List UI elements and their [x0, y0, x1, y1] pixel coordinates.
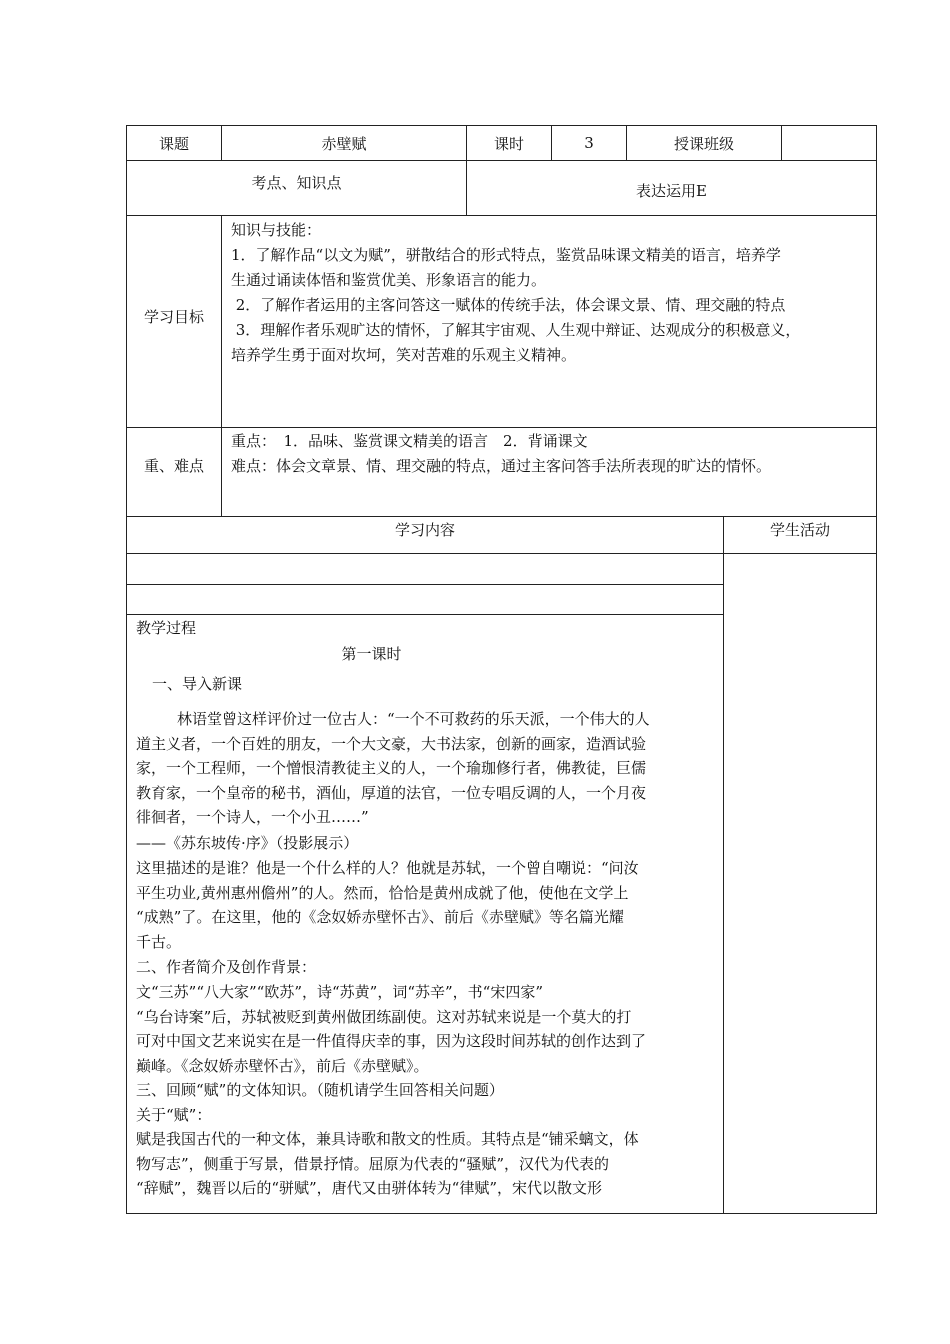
objectives-line: 2．了解作者运用的主客问答这一赋体的传统手法，体会课文景、情、理交融的特点 [231, 296, 786, 314]
paragraph-line: 巅峰。《念奴娇赤壁怀古》，前后《赤壁赋》。 [136, 1056, 429, 1075]
objectives-line: 知识与技能： [231, 221, 322, 239]
hours-label [467, 126, 551, 160]
row-divider [126, 516, 877, 517]
col-divider [221, 215, 222, 517]
section-heading [136, 955, 716, 980]
hours-value-text: 3 [584, 134, 594, 152]
learning-content-header-text: 学习内容 [394, 521, 455, 539]
objectives-label [127, 216, 221, 416]
row-divider [126, 614, 724, 615]
paragraph-line: “辞赋”，魏晋以后的“骈赋”，唐代又由骈体转为“律赋”，宋代以散文形 [136, 1179, 603, 1197]
paragraph-line: 徘徊者，一个诗人，一个小丑……” [136, 808, 369, 826]
paragraph-line: 家，一个工程师，一个憎恨清教徒主义的人，一个瑜珈修行者，佛教徒，巨儒 [136, 759, 647, 777]
paragraph-line: “乌台诗案”后，苏轼被贬到黄州做团练副使。这对苏轼来说是一个莫大的打 [136, 1007, 632, 1026]
paragraph-line: 物写志”，侧重于写景，借景抒情。屈原为代表的“骚赋”，汉代为代表的 [136, 1154, 610, 1173]
lesson-title-text: 第一课时 [341, 645, 402, 663]
about-fu-heading [136, 1103, 716, 1128]
objectives-line: 培养学生勇于面对坎坷，笑对苦难的乐观主义精神。 [231, 346, 577, 364]
row-divider [126, 215, 877, 216]
paragraph-line: ——《苏东坡传·序》（投影展示） [136, 834, 359, 852]
hours-label-text: 课时 [493, 134, 524, 153]
paragraph-line: 平生功业,黄州惠州儋州”的人。然而，恰恰是黄州成就了他，使他在文学上 [136, 883, 629, 902]
table-border-bottom [126, 1213, 877, 1214]
student-activity-header [724, 519, 876, 540]
paragraph-line: 关于“赋”： [136, 1106, 212, 1124]
objectives-label-text: 学习目标 [143, 307, 204, 326]
section-heading [136, 1078, 716, 1103]
student-activity-header-text: 学生活动 [769, 521, 830, 539]
col-divider [723, 516, 724, 1214]
key-points-content [231, 429, 871, 479]
class-value [782, 126, 876, 160]
intro-paragraph [136, 856, 716, 954]
class-label [627, 126, 781, 160]
hours-value [552, 126, 626, 160]
section-heading [152, 673, 242, 694]
paragraph-line: 赋是我国古代的一种文体，兼具诗歌和散文的性质。其特点是“铺采螭文，体 [136, 1130, 639, 1148]
paragraph-line: “成熟”了。在这里，他的《念奴娇赤壁怀古》、前后《赤壁赋》等名篇光耀 [136, 908, 624, 926]
objectives-line: 1．了解作品“以文为赋”，骈散结合的形式特点，鉴赏品味课文精美的语言，培养学 [231, 246, 781, 264]
section-heading-text: 三、回顾“赋”的文体知识。（随机请学生回答相关问题） [136, 1081, 504, 1099]
row-divider [126, 160, 877, 161]
process-title [136, 617, 196, 638]
objectives-line: 3．理解作者乐观旷达的情怀，了解其宇宙观、人生观中辩证、达观成分的积极意义， [231, 321, 801, 339]
paragraph-line: 教育家，一个皇帝的秘书，酒仙，厚道的法官，一位专唱反调的人，一个月夜 [136, 783, 647, 802]
row-divider [126, 584, 724, 585]
fu-paragraph [136, 1127, 716, 1201]
row-divider [126, 553, 877, 554]
paragraph-line: 千古。 [136, 932, 182, 951]
exam-points-value-text: 表达运用E [636, 182, 707, 200]
learning-content-header [127, 519, 723, 540]
objectives-line: 生通过诵读体悟和鉴赏优美、形象语言的能力。 [231, 271, 547, 289]
lesson-title [127, 643, 616, 664]
exam-points-label [127, 172, 466, 196]
paragraph-line: 文“三苏”“八大家”“欧苏”，诗“苏黄”，词“苏辛”，书“宋四家” [136, 983, 544, 1001]
row-divider [126, 427, 877, 428]
objectives-content [231, 218, 871, 368]
key-points-label [127, 428, 221, 503]
topic-label [127, 126, 221, 160]
exam-points-label-text: 考点、知识点 [251, 174, 342, 192]
topic-value-text: 赤壁赋 [321, 134, 367, 153]
topic-label-text: 课题 [158, 134, 189, 153]
background-paragraph [136, 980, 716, 1078]
paragraph-line: 这里描述的是谁？他是一个什么样的人？他就是苏轼，一个曾自嘲说：“问汝 [136, 859, 639, 877]
section-heading-text: 一、导入新课 [152, 675, 243, 693]
exam-points-value [467, 180, 876, 204]
key-points-label-text: 重、难点 [143, 457, 204, 475]
section-heading-text: 二、作者简介及创作背景： [136, 958, 317, 976]
paragraph-line: 林语堂曾这样评价过一位古人：“一个不可救药的乐天派，一个伟大的人 [177, 710, 650, 728]
paragraph-line: 可对中国文艺来说实在是一件值得庆幸的事，因为这段时间苏轼的创作达到了 [136, 1032, 647, 1050]
process-title-text: 教学过程 [136, 619, 197, 637]
quote-paragraph [136, 707, 716, 830]
key-points-line: 难点：体会文章景、情、理交融的特点，通过主客问答手法所表现的旷达的情怀。 [231, 457, 772, 475]
paragraph-line: 道主义者，一个百姓的朋友，一个大文豪，大书法家，创新的画家，造酒试验 [136, 734, 647, 753]
quote-source [136, 831, 716, 856]
class-label-text: 授课班级 [673, 134, 734, 153]
topic-value [222, 126, 466, 160]
key-points-line: 重点： 1．品味、鉴赏课文精美的语言 2．背诵课文 [231, 432, 588, 450]
table-border-right [876, 125, 877, 1214]
